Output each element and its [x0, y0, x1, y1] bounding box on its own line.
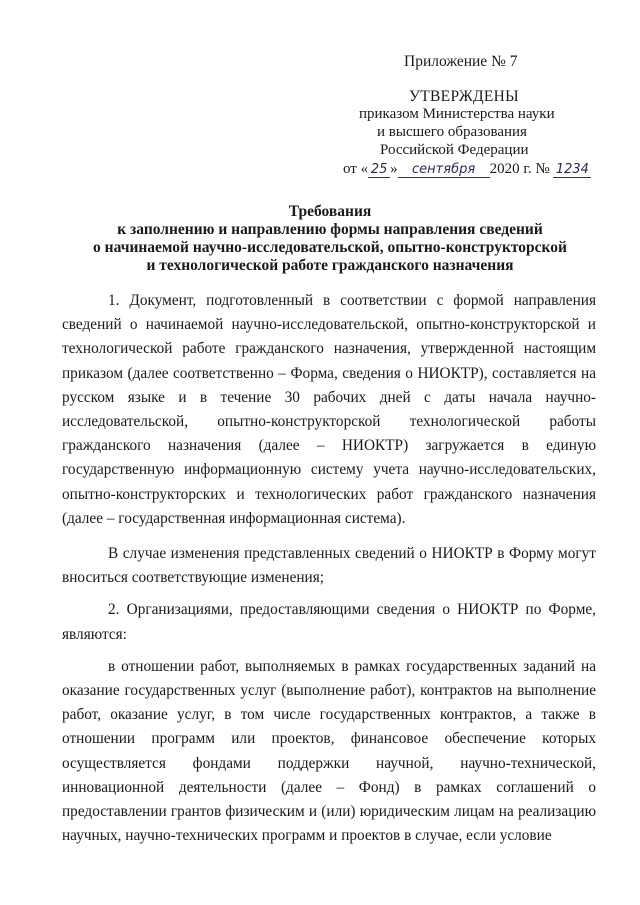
date-prefix: от « — [343, 161, 369, 177]
approved-heading: УТВЕРЖДЕНЫ — [409, 88, 519, 105]
document-title — [40, 203, 620, 275]
title-line-4: и технологической работе гражданского назначения — [146, 257, 514, 274]
order-line-1: приказом Министерства науки — [359, 106, 555, 122]
order-date-line — [343, 161, 591, 178]
document-body — [62, 289, 596, 859]
date-mid: » — [390, 161, 398, 177]
order-line-2: и высшего образования — [377, 124, 527, 140]
paragraph-4: в отношении работ, выполняемых в рамках государственных заданий на оказание государственных услуг (выполнение работ), контрактов на выполнение работ, оказание услуг, в том числе государственных контрактов, а также в отношении программ или проектов, финансовое обеспечение которых осуществляется фондами поддержки научной, научно-технической, инновационной деятельности (далее – Фонд) в рамках соглашений о предоставлении грантов физическим и (или) юридическим лицам на реализацию научных, научно-технических программ и проектов в случае, если условие — [62, 657, 596, 845]
handwritten-month: сентября — [398, 162, 490, 178]
date-year: 2020 г. № — [489, 161, 550, 177]
title-line-2: к заполнению и направлению формы направления сведений — [117, 221, 543, 238]
title-line-1: Требования — [288, 203, 372, 220]
handwritten-day: 25 — [368, 162, 390, 178]
paragraph-1: 1. Документ, подготовленный в соответствии с формой направления сведений о начинаемой научно-исследовательской, опытно-конструкторской и технологической работе гражданского назначения, утвержденной настоящим приказом (далее соответственно – Форма, сведения о НИОКТР), составляется на русском языке и в течение 30 рабочих дней с даты начала научно-исследовательской, опытно-конструкторской технологической работы гражданского назначения (далее – НИОКТР) загружается в единую государственную информационную систему учета научно-исследовательских, опытно-конструкторских и технологических работ гражданского назначения (далее – государственная информационная система). — [62, 292, 596, 527]
paragraph-2: В случае изменения представленных сведений о НИОКТР в Форму могут вноситься соответствующие изменения; — [62, 545, 596, 587]
appendix-label: Приложение № 7 — [404, 53, 518, 70]
title-line-3: о начинаемой научно-исследовательской, опытно-конструкторской — [93, 239, 567, 256]
order-line-3: Российской Федерации — [380, 142, 529, 158]
paragraph-3: 2. Организациями, предоставляющими сведения о НИОКТР по Форме, являются: — [62, 601, 596, 643]
handwritten-order-number: 1234 — [553, 162, 591, 178]
